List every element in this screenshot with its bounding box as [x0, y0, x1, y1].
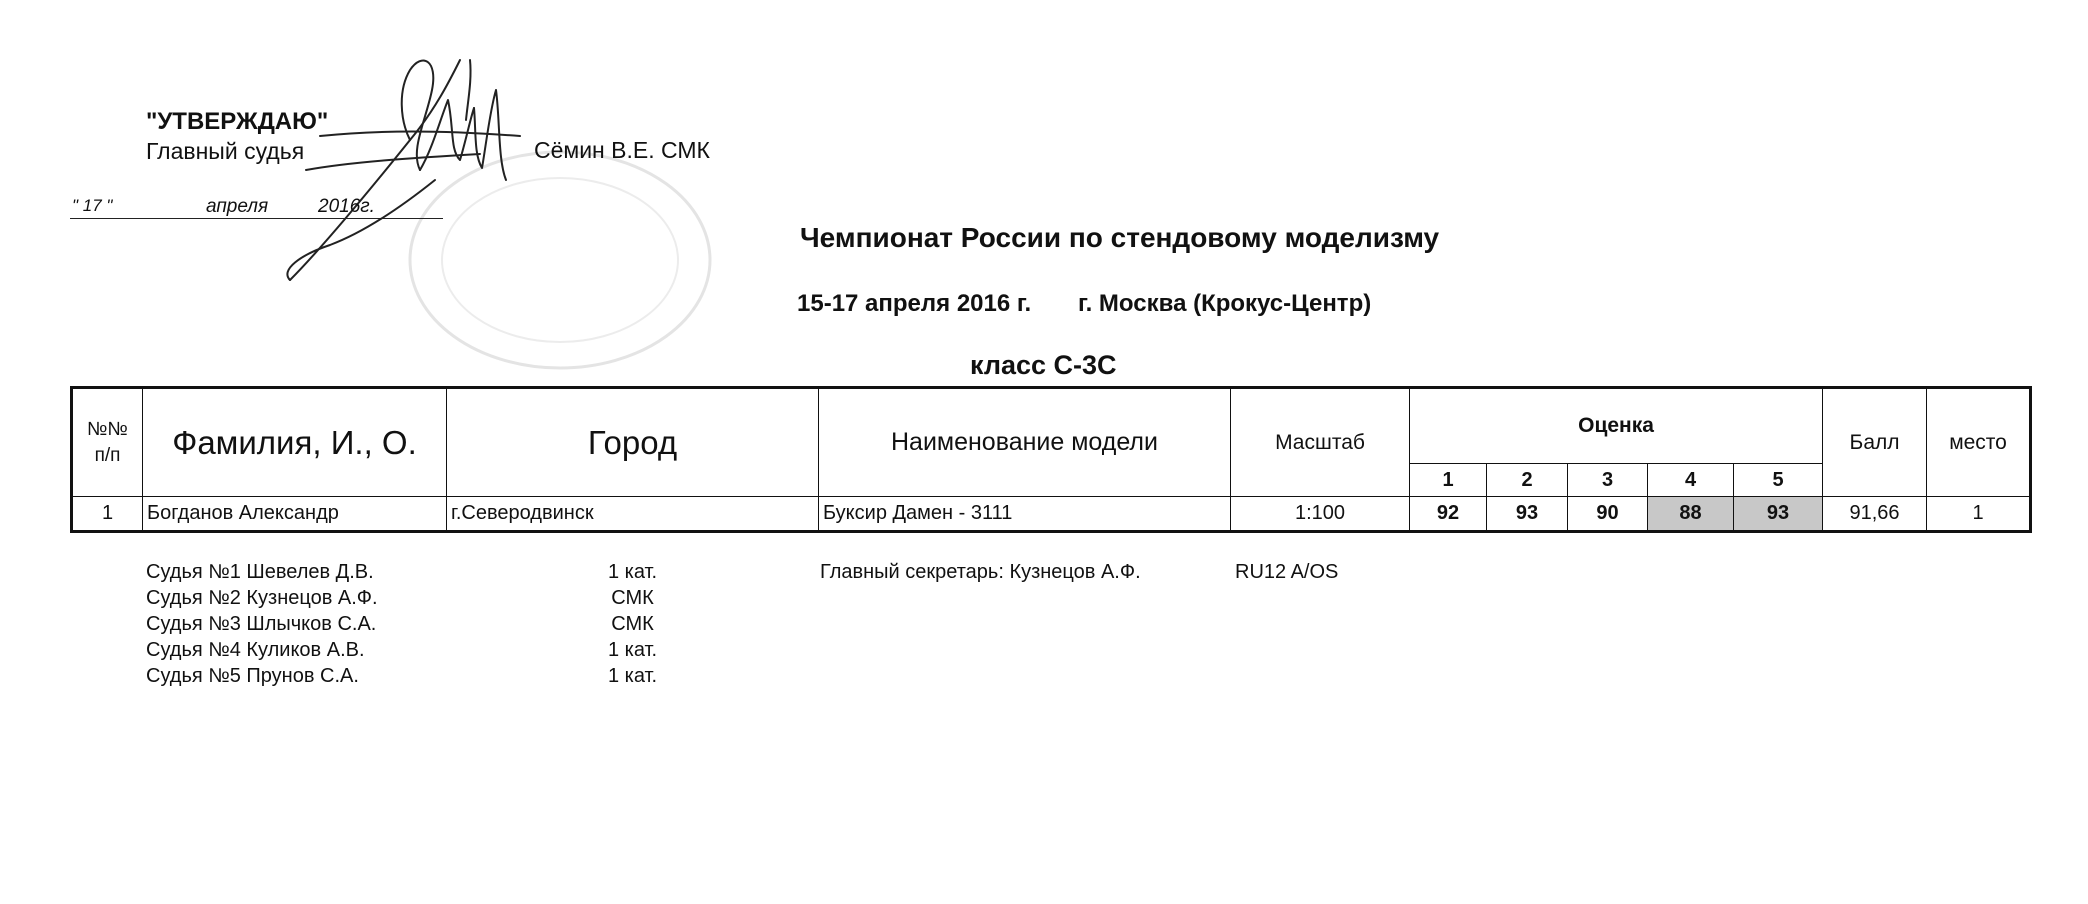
row-number: 1 — [72, 497, 143, 532]
row-scale: 1:100 — [1231, 497, 1410, 532]
approval-title: "УТВЕРЖДАЮ" — [146, 108, 329, 135]
header-score-4: 4 — [1648, 464, 1734, 497]
secretary-code: RU12 A/OS — [1235, 561, 1339, 583]
row-score-4: 88 — [1648, 497, 1734, 532]
event-title: Чемпионат России по стендовому моделизму — [800, 222, 1440, 253]
row-place: 1 — [1927, 497, 2031, 532]
approval-date-month: апреля — [206, 196, 269, 217]
header-score-2: 2 — [1487, 464, 1568, 497]
row-score-2: 93 — [1487, 497, 1568, 532]
judge-name: Судья №3 Шлычков С.А. — [146, 613, 377, 635]
row-city: г.Северодвинск — [447, 497, 819, 532]
chief-judge-label: Главный судья — [146, 138, 305, 164]
approval-date-year: 2016г. — [318, 196, 375, 217]
header-scale: Масштаб — [1231, 388, 1410, 497]
header-city: Город — [447, 388, 819, 497]
header-score-3: 3 — [1568, 464, 1648, 497]
header-name: Фамилия, И., О. — [143, 388, 447, 497]
row-score-5: 93 — [1734, 497, 1823, 532]
header-score-1: 1 — [1410, 464, 1487, 497]
event-dates: 15-17 апреля 2016 г. — [797, 290, 1032, 317]
approval-date-underline — [70, 218, 443, 219]
judge-name: Судья №5 Прунов С.А. — [146, 665, 359, 687]
chief-secretary: Главный секретарь: Кузнецов А.Ф. — [820, 561, 1141, 583]
header-total: Балл — [1823, 388, 1927, 497]
row-score-3: 90 — [1568, 497, 1648, 532]
header-score-group: Оценка — [1410, 388, 1823, 464]
row-model: Буксир Дамен - 3111 — [819, 497, 1231, 532]
event-location: г. Москва (Крокус-Центр) — [1078, 290, 1372, 317]
judge-name: Судья №2 Кузнецов А.Ф. — [146, 587, 378, 609]
header-number-line1: №№ — [87, 418, 128, 440]
event-class: класс С-3С — [970, 350, 1117, 380]
header-number-line2: п/п — [94, 444, 121, 466]
judge-category: СМК — [611, 613, 654, 635]
row-total: 91,66 — [1823, 497, 1927, 532]
chief-judge-signature — [260, 30, 560, 290]
header-number — [72, 388, 143, 497]
judge-category: 1 кат. — [607, 639, 658, 661]
header-model: Наименование модели — [819, 388, 1231, 497]
chief-judge-name: Сёмин В.Е. СМК — [534, 137, 710, 163]
row-name: Богданов Александр — [143, 497, 447, 532]
judge-category: 1 кат. — [607, 561, 658, 583]
results-table — [70, 386, 2032, 533]
header-score-5: 5 — [1734, 464, 1823, 497]
row-score-1: 92 — [1410, 497, 1487, 532]
judge-name: Судья №1 Шевелев Д.В. — [146, 561, 374, 583]
table-row — [72, 497, 2031, 532]
judge-category: СМК — [611, 587, 654, 609]
header-place: место — [1927, 388, 2031, 497]
approval-date-day: " 17 " — [72, 196, 113, 215]
judge-category: 1 кат. — [607, 665, 658, 687]
judge-name: Судья №4 Куликов А.В. — [146, 639, 365, 661]
